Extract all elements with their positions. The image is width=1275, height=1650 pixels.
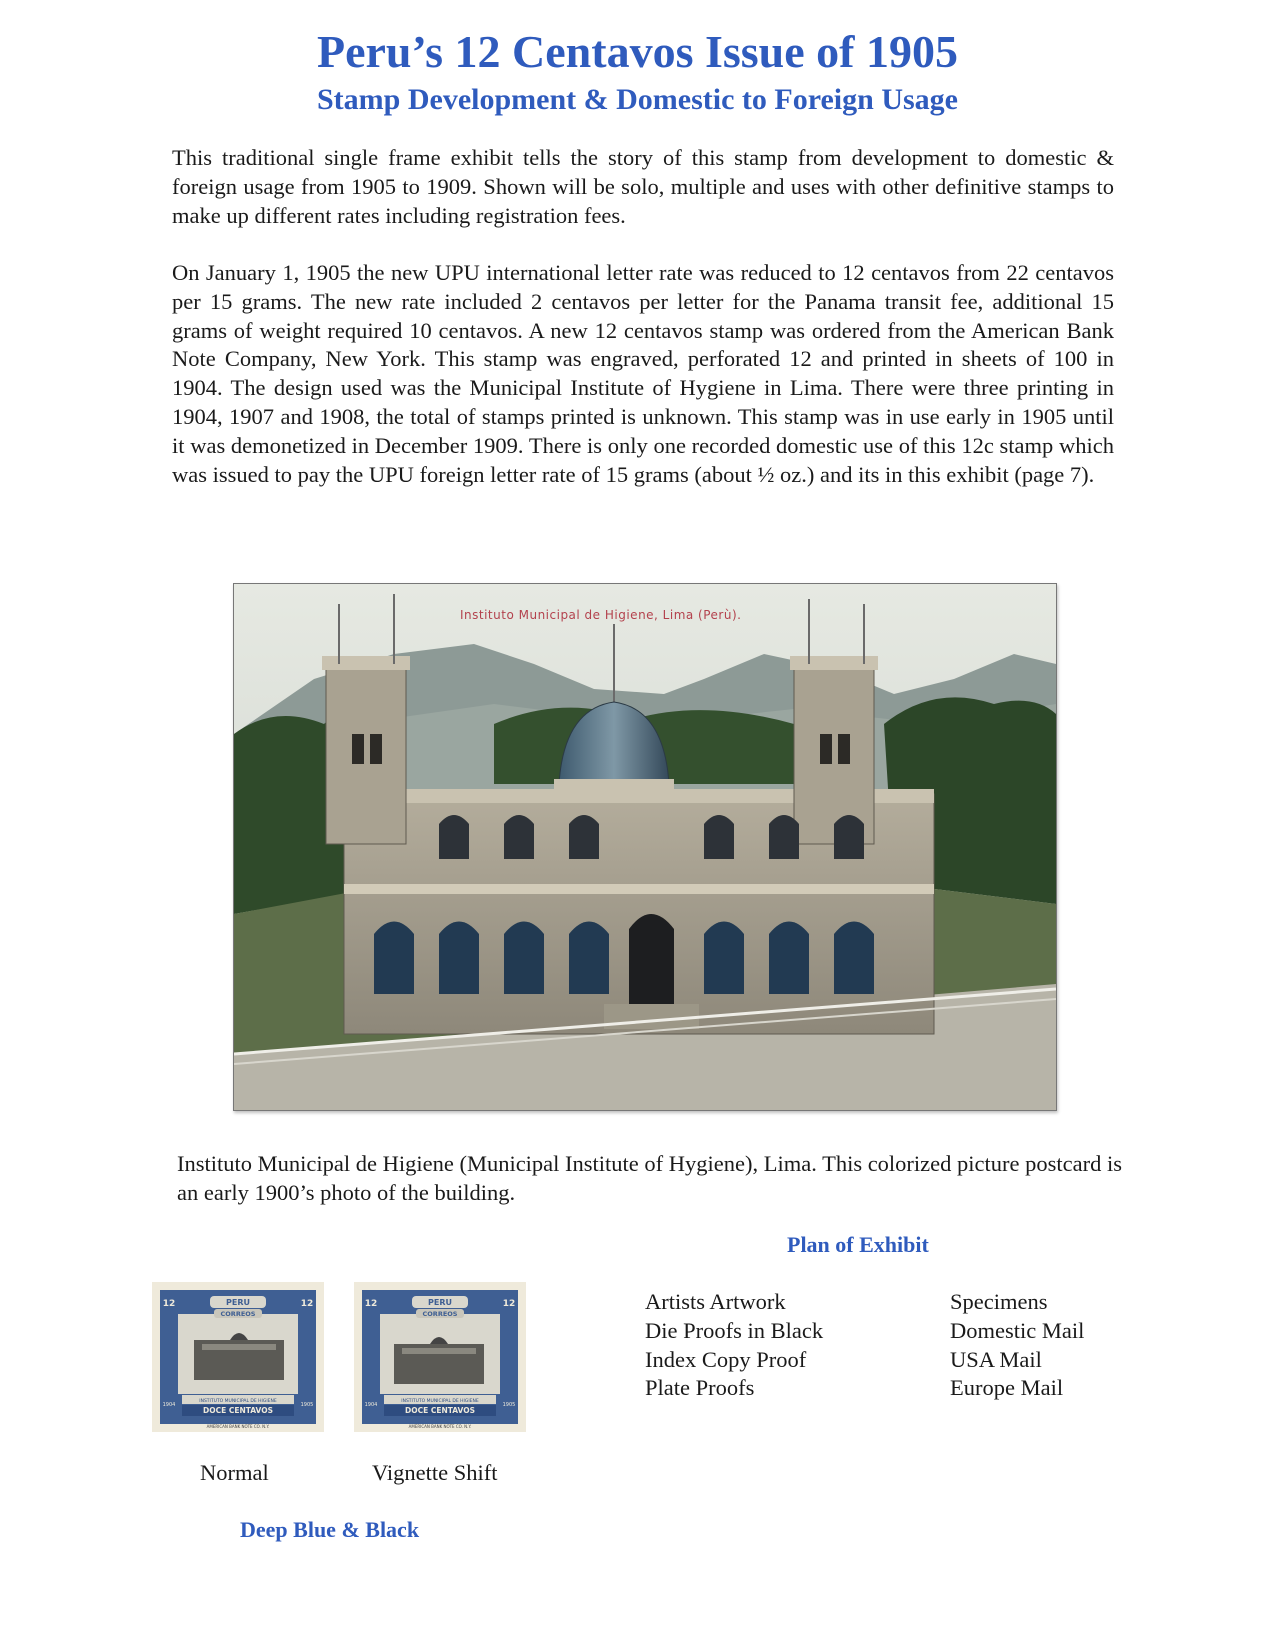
plan-item: USA Mail	[950, 1346, 1042, 1372]
plan-item: Index Copy Proof	[645, 1346, 807, 1372]
svg-text:CORREOS: CORREOS	[220, 1310, 256, 1318]
plan-list-left	[645, 1288, 823, 1403]
svg-text:AMERICAN BANK NOTE CO. N.Y.: AMERICAN BANK NOTE CO. N.Y.	[408, 1424, 472, 1429]
postcard-printed-caption: Instituto Municipal de Higiene, Lima (Perù).	[460, 608, 742, 622]
svg-text:12: 12	[162, 1299, 176, 1309]
svg-text:1905: 1905	[502, 1402, 516, 1408]
plan-list-right	[950, 1288, 1084, 1403]
plan-item: Domestic Mail	[950, 1317, 1085, 1343]
postcard-description: Instituto Municipal de Higiene (Municipal Institute of Hygiene), Lima. This colorized picture postcard is an early 1900’s photo of the building.	[177, 1151, 1122, 1205]
svg-text:DOCE CENTAVOS: DOCE CENTAVOS	[404, 1406, 476, 1415]
svg-text:DOCE CENTAVOS: DOCE CENTAVOS	[202, 1406, 274, 1415]
stamp-normal	[152, 1282, 324, 1432]
svg-text:1905: 1905	[300, 1402, 314, 1408]
svg-text:12: 12	[300, 1299, 314, 1309]
page-subtitle: Stamp Development & Domestic to Foreign Usage	[316, 83, 958, 116]
plan-item: Artists Artwork	[645, 1289, 786, 1314]
plan-item: Plate Proofs	[645, 1375, 755, 1401]
stamp-label-vignette-shift: Vignette Shift	[372, 1460, 498, 1485]
plan-heading: Plan of Exhibit	[787, 1232, 929, 1257]
intro-paragraph: This traditional single frame exhibit tells the story of this stamp from development to domestic & foreign usage from 1905 to 1909. Shown will be solo, multiple and uses with other definitive stamps to make up different rates including registration fees.	[172, 145, 1114, 228]
page-title: Peru’s 12 Centavos Issue of 1905	[317, 26, 958, 77]
plan-item: Europe Mail	[950, 1375, 1064, 1401]
history-paragraph: On January 1, 1905 the new UPU international letter rate was reduced to 12 centavos from 22 centavos per 15 grams. The new rate included 2 centavos per letter for the Panama transit fee, additional 15 grams of weight required 10 centavos. A new 12 centavos stamp was ordered from the American Bank Note Company, New York. This stamp was engraved, perforated 12 and printed in sheets of 100 in 1904. The design used was the Municipal Institute of Hygiene in Lima. There were three printing in 1904, 1907 and 1908, the total of stamps printed is unknown. This stamp was in use early in 1905 until it was demonetized in December 1909. There is only one recorded domestic use of this 12c stamp which was issued to pay the UPU foreign letter rate of 15 grams (about ½ oz.) and its in this exhibit (page 7).	[172, 260, 1114, 487]
svg-text:INSTITUTO MUNICIPAL DE HIGIENE: INSTITUTO MUNICIPAL DE HIGIENE	[199, 1399, 277, 1404]
svg-text:1904: 1904	[162, 1402, 176, 1408]
stamp-color-label: Deep Blue & Black	[240, 1517, 420, 1542]
plan-item: Specimens	[950, 1289, 1048, 1314]
svg-text:12: 12	[502, 1299, 516, 1309]
svg-text:INSTITUTO MUNICIPAL DE HIGIENE: INSTITUTO MUNICIPAL DE HIGIENE	[401, 1399, 479, 1404]
svg-text:PERU: PERU	[226, 1298, 250, 1307]
stamp-vignette-shift	[354, 1282, 526, 1432]
postcard-image	[233, 583, 1057, 1111]
svg-text:1904: 1904	[364, 1402, 378, 1408]
svg-text:PERU: PERU	[428, 1298, 452, 1307]
svg-text:CORREOS: CORREOS	[422, 1310, 458, 1318]
svg-text:AMERICAN BANK NOTE CO. N.Y.: AMERICAN BANK NOTE CO. N.Y.	[206, 1424, 270, 1429]
svg-text:12: 12	[364, 1299, 378, 1309]
stamp-label-normal: Normal	[200, 1460, 269, 1485]
plan-item: Die Proofs in Black	[645, 1317, 824, 1343]
